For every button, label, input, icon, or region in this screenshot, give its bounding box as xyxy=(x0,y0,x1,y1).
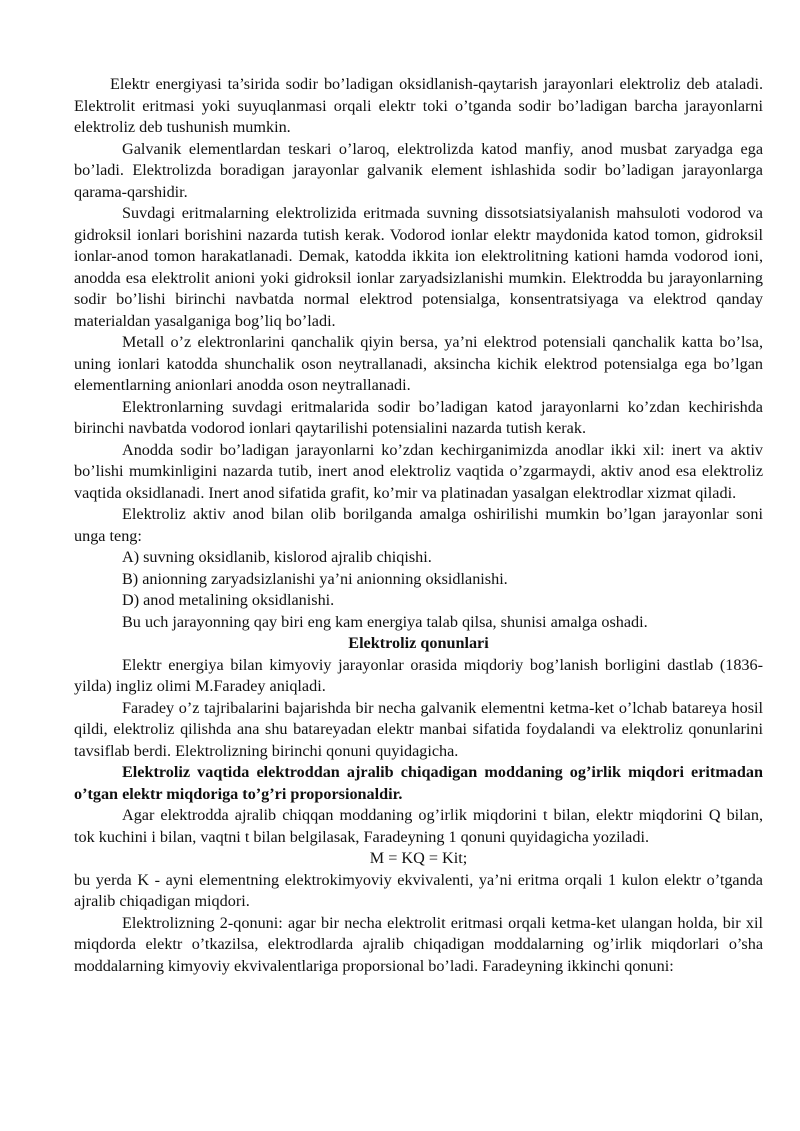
formula: M = KQ = Kit; xyxy=(369,849,468,867)
paragraph-galvanic-comparison: Galvanik elementlardan teskari o’laroq, elektrolizda katod manfiy, anod musbat zaryadga ega bo’ladi. Elektrolizda boradigan jarayonlar galvanik element ishlashida sodir bo’ladigan jarayonlarga qarama-qarshidir. xyxy=(74,139,763,201)
paragraph-cathode-processes: Elektronlarning suvdagi eritmalarida sodir bo’ladigan katod jarayonlarni ko’zdan kechirishda birinchi navbatda vodorod ionlari qaytarilishi potensialini nazarda tutish kerak. xyxy=(74,397,763,437)
list-item-d: D) anod metalining oksidlanishi. xyxy=(122,591,335,609)
paragraph-formula-explanation: bu yerda K - ayni elementning elektrokimyoviy ekvivalenti, ya’ni eritma orqali 1 kulon elektr o’tganda ajralib chiqadigan miqdori. xyxy=(74,870,763,910)
paragraph-after-list: Bu uch jarayonning qay biri eng kam energiya talab qilsa, shunisi amalga oshadi. xyxy=(122,612,648,631)
list-item-a: A) suvning oksidlanib, kislorod ajralib chiqishi. xyxy=(122,548,432,566)
paragraph-active-anode: Elektroliz aktiv anod bilan olib borilganda amalga oshirilishi mumkin bo’lgan jarayonlar soni unga teng: xyxy=(74,505,763,545)
paragraph-faraday-discovery: Elektr energiya bilan kimyoviy jarayonlar orasida miqdoriy bog’lanish borligini dastlab (1836-yilda) ingliz olimi M.Faradey aniqladi. xyxy=(74,655,763,695)
document-page xyxy=(74,74,763,977)
section-title: Elektroliz qonunlari xyxy=(348,634,489,652)
paragraph-anode-types: Anodda sodir bo’ladigan jarayonlarni ko’zdan kechirganimizda anodlar ikki xil: inert va aktiv bo’lishi mumkinligini nazarda tutib, inert anod elektroliz vaqtida o’zgarmaydi, aktiv anod esa elektroliz vaqtida oksidlanadi. Inert anod sifatida grafit, ko’mir va platinadan yasalgan elektrodlar xizmat qiladi. xyxy=(74,440,763,502)
list-item-b: B) anionning zaryadsizlanishi ya’ni anionning oksidlanishi. xyxy=(122,569,508,588)
first-law-statement: Elektroliz vaqtida elektroddan ajralib chiqadigan moddaning og’irlik miqdori eritmadan o’tgan elektr miqdoriga to’g’ri proporsionaldir. xyxy=(74,763,763,803)
paragraph-second-law: Elektrolizning 2-qonuni: agar bir necha elektrolit eritmasi orqali ketma-ket ulangan holda, bir xil miqdorda elektr o’tkazilsa, elektrodlarda ajralib chiqadigan moddalarning og’irlik miqdorlari o’sha moddalarning kimyoviy ekvivalentlariga proporsional bo’ladi. Faradeyning ikkinchi qonuni: xyxy=(74,913,763,975)
paragraph-notation: Agar elektrodda ajralib chiqqan moddaning og’irlik miqdorini t bilan, elektr miqdorini Q bilan, tok kuchini i bilan, vaqtni t bilan belgilasak, Faradeyning 1 qonuni quyidagicha yoziladi. xyxy=(74,806,763,846)
paragraph-aqueous-electrolysis: Suvdagi eritmalarning elektrolizida eritmada suvning dissotsiatsiyalanish mahsuloti vodorod va gidroksil ionlari borishini nazarda tutish kerak. Vodorod ionlar elektr maydonida katod tomon, gidroksil ionlar-anod tomon harakatlanadi. Demak, katodda ikkita ion elektrolitning kationi hamda vodorod ioni, anodda esa elektrolit anioni yoki gidroksil ionlar zaryadsizlanishi mumkin. Elektrodda bu jarayonlarning sodir bo’lishi birinchi navbatda normal elektrod potensialga, konsentratsiyaga va elektrod qanday materialdan yasalganiga bog’liq bo’ladi. xyxy=(74,204,763,330)
paragraph-electrolysis-definition: Elektr energiyasi ta’sirida sodir bo’ladigan oksidlanish-qaytarish jarayonlari elektroliz deb ataladi. Elektrolit eritmasi yoki suyuqlanmasi orqali elektr toki o’tganda sodir bo’ladigan barcha jarayonlarni elektroliz deb tushunish mumkin. xyxy=(74,75,763,136)
paragraph-metal-electrons: Metall o’z elektronlarini qanchalik qiyin bersa, ya’ni elektrod potensiali qanchalik katta bo’lsa, uning ionlari katodda shunchalik oson neytrallanadi, aksincha kichik elektrod potensialga ega bo’lgan elementlarning anionlari anodda oson neytrallanadi. xyxy=(74,333,763,394)
paragraph-faraday-experiments: Faradey o’z tajribalarini bajarishda bir necha galvanik elementni ketma-ket o’lchab batareya hosil qildi, elektroliz qilishda ana shu batareyadan elektr manbai sifatida foydalandi va elektroliz qonunlarini tavsiflab berdi. Elektrolizning birinchi qonuni quyidagicha. xyxy=(74,698,763,760)
